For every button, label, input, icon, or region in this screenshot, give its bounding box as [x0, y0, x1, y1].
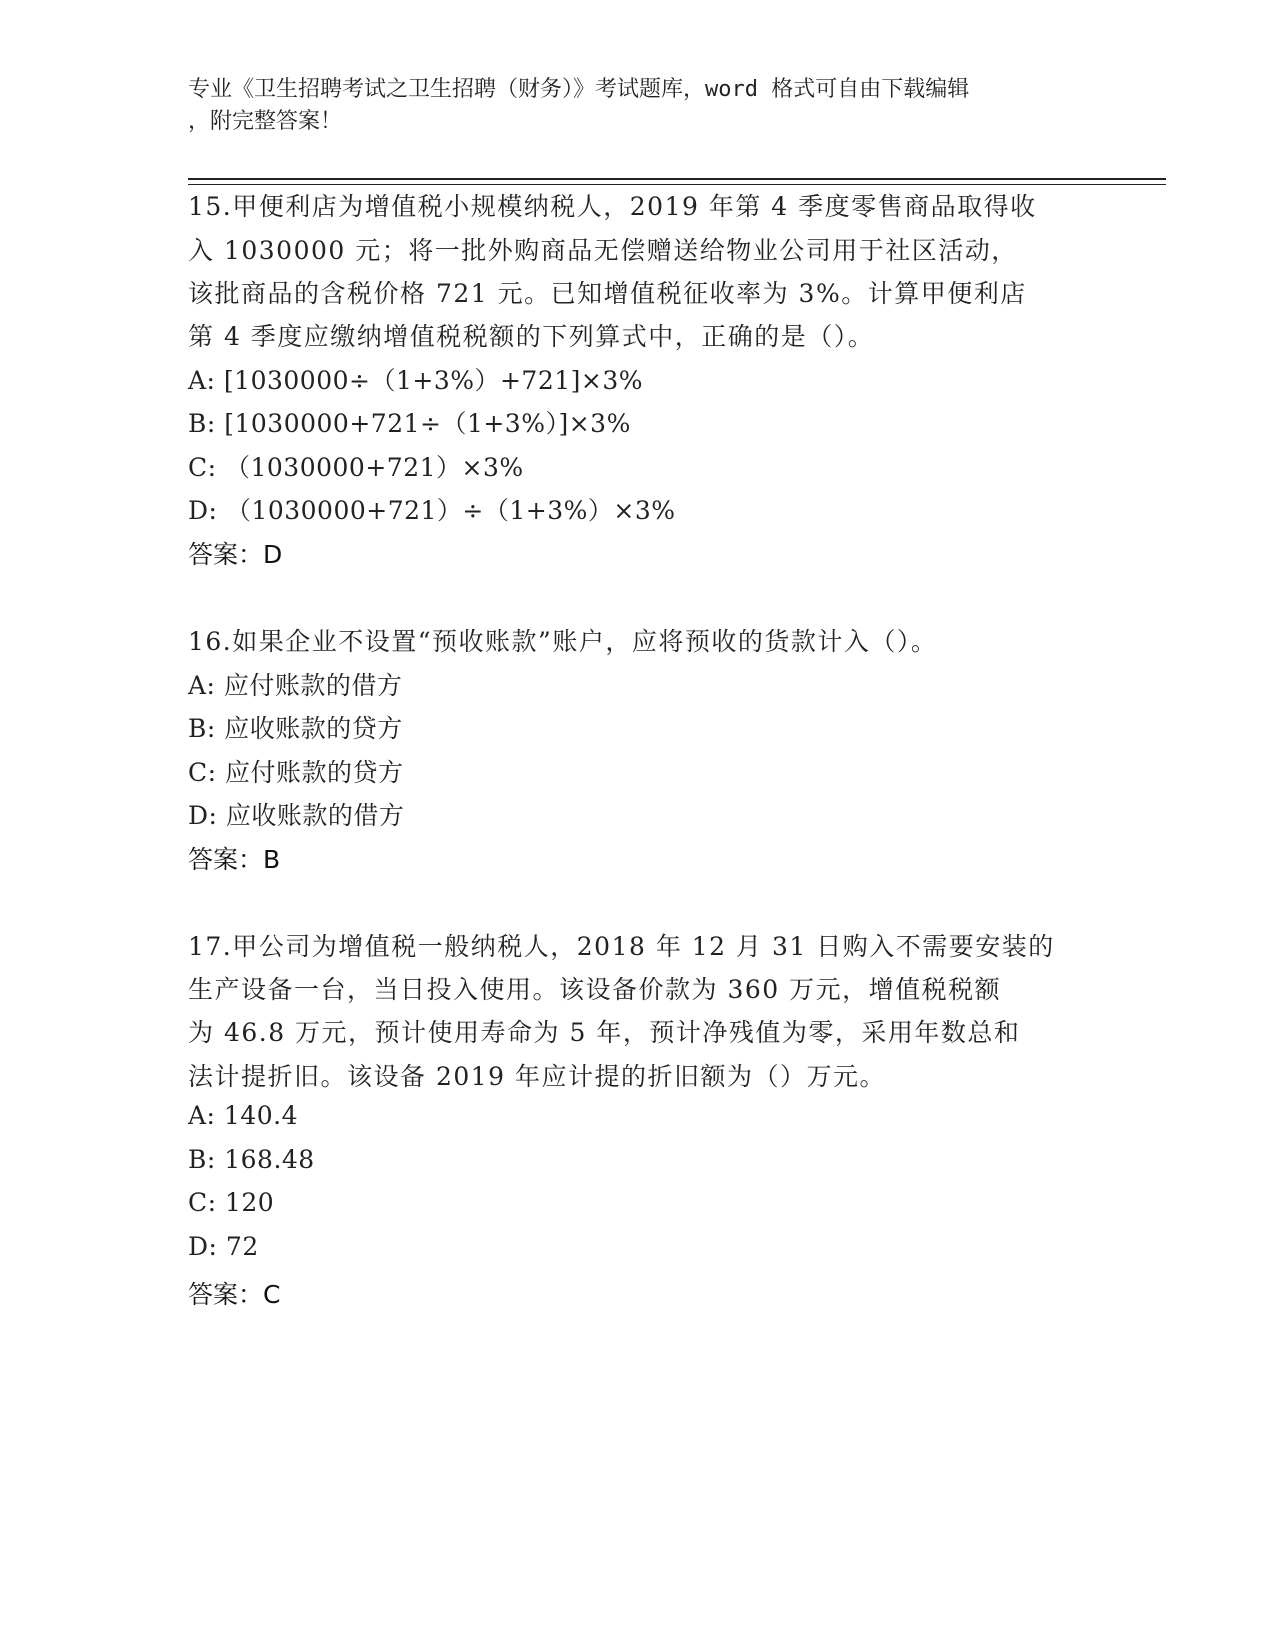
question-text-line: 该批商品的含税价格 721 元。已知增值税征收率为 3%。计算甲便利店: [188, 279, 1027, 308]
option-a: A: [1030000÷（1+3%）+721]×3%: [188, 366, 644, 395]
header-divider-thin: [188, 184, 1166, 185]
option-a: A: 应付账款的借方: [188, 671, 403, 700]
option-d: D: 72: [188, 1232, 259, 1261]
question-text-line: 法计提折旧。该设备 2019 年应计提的折旧额为（）万元。: [188, 1062, 887, 1091]
question-text-line: 入 1030000 元；将一批外购商品无偿赠送给物业公司用于社区活动，: [188, 236, 1018, 265]
answer: 答案：D: [188, 540, 283, 569]
question-text-line: 16.如果企业不设置“预收账款”账户，应将预收的货款计入（）。: [188, 627, 938, 656]
option-d: D: 应收账款的借方: [188, 801, 405, 830]
answer: 答案：C: [188, 1280, 281, 1309]
question-text-line: 为 46.8 万元，预计使用寿命为 5 年，预计净残值为零，采用年数总和: [188, 1018, 1021, 1047]
document-header: [188, 74, 1088, 138]
option-c: C: 120: [188, 1188, 275, 1217]
question-text-line: 15.甲便利店为增值税小规模纳税人，2019 年第 4 季度零售商品取得收: [188, 192, 1037, 221]
answer: 答案：B: [188, 845, 281, 874]
question-text-line: 生产设备一台，当日投入使用。该设备价款为 360 万元，增值税税额: [188, 975, 1002, 1004]
header-divider: [188, 178, 1166, 180]
question-text-line: 第 4 季度应缴纳增值税税额的下列算式中，正确的是（）。: [188, 322, 875, 351]
option-b: B: 168.48: [188, 1145, 315, 1174]
option-b: B: 应收账款的贷方: [188, 714, 403, 743]
option-d: D: （1030000+721）÷（1+3%）×3%: [188, 496, 676, 525]
question-text-line: 17.甲公司为增值税一般纳税人，2018 年 12 月 31 日购入不需要安装的: [188, 932, 1055, 961]
header-line: ，附完整答案！: [188, 109, 343, 134]
option-c: C: （1030000+721）×3%: [188, 453, 524, 482]
header-line: 专业《卫生招聘考试之卫生招聘（财务）》考试题库，word 格式可自由下载编辑: [188, 77, 970, 102]
option-b: B: [1030000+721÷（1+3%）]×3%: [188, 409, 631, 438]
option-c: C: 应付账款的贷方: [188, 758, 404, 787]
option-a: A: 140.4: [188, 1101, 298, 1130]
